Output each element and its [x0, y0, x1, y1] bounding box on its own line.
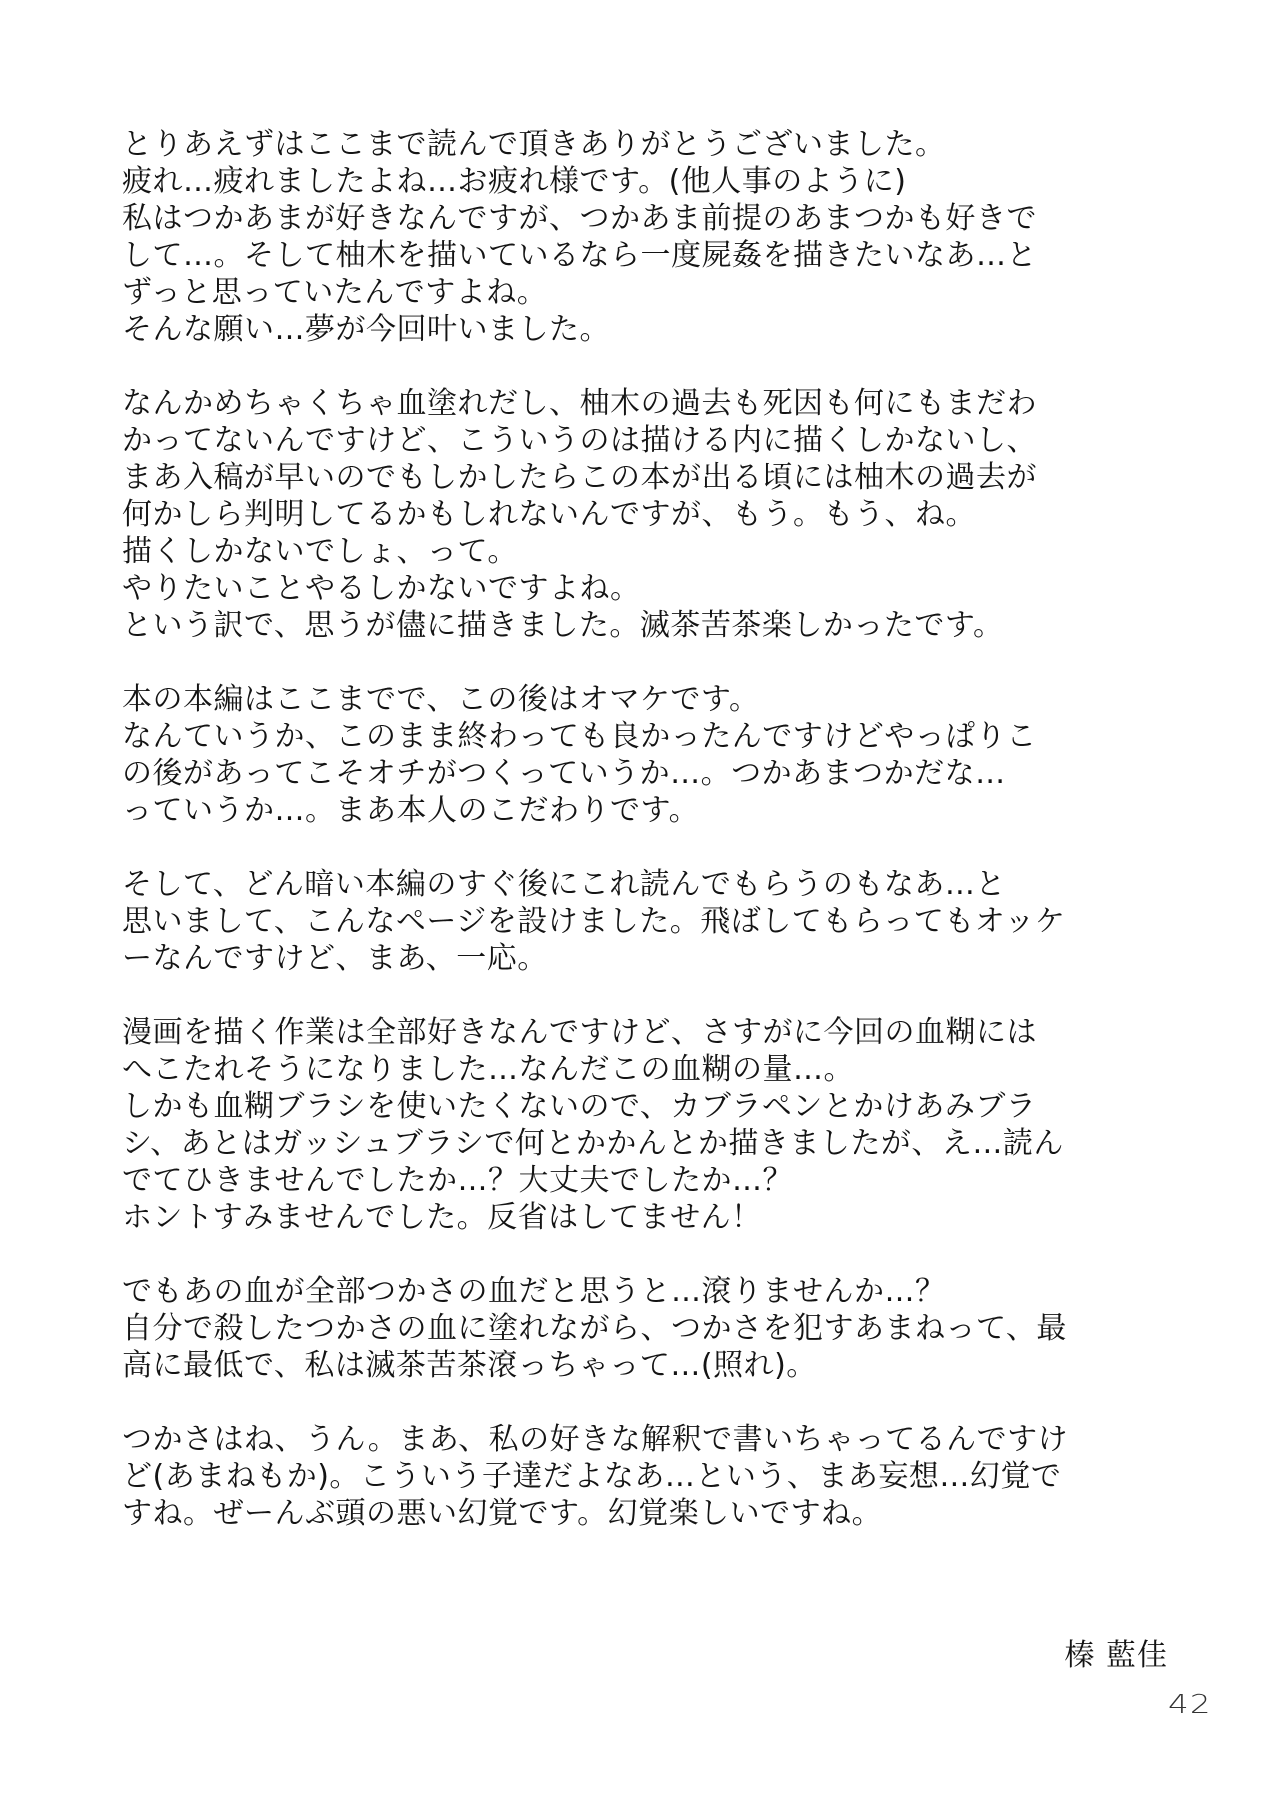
- afterword-text: [122, 126, 1182, 1569]
- text-line: かってないんですけど、こういうのは描ける内に描くしかないし、: [122, 423, 1037, 458]
- text-line: なんかめちゃくちゃ血塗れだし、柚木の過去も死因も何にもまだわ: [122, 386, 1037, 421]
- text-line: 描くしかないでしょ、って。: [122, 534, 518, 569]
- author-signature: 榛 藍佳: [1064, 1638, 1168, 1673]
- text-line: っていうか…。まあ本人のこだわりです。: [122, 793, 700, 828]
- paragraph-4: [122, 866, 1182, 977]
- text-line: ホントすみませんでした。反省はしてません！: [122, 1200, 762, 1235]
- paragraph-5: [122, 1014, 1182, 1236]
- text-line: 疲れ…疲れましたよね…お疲れ様です。(他人事のように): [122, 164, 907, 199]
- text-line: 本の本編はここまでで、この後はオマケです。: [122, 682, 760, 717]
- text-line: して…。そして柚木を描いているなら一度屍姦を描きたいなあ…と: [122, 238, 1037, 273]
- text-line: とりあえずはここまで読んで頂きありがとうございました。: [122, 127, 946, 162]
- text-line: つかさはね、うん。まあ、私の好きな解釈で書いちゃってるんですけ: [122, 1422, 1069, 1457]
- text-line: そんな願い…夢が今回叶いました。: [122, 312, 610, 347]
- text-line: ど(あまねもか)。こういう子達だよなあ…という、まあ妄想…幻覚で: [122, 1459, 1062, 1494]
- text-line: 何かしら判明してるかもしれないんですが、もう。もう、ね。: [122, 497, 976, 532]
- text-line: 思いまして、こんなページを設けました。飛ばしてもらってもオッケ: [122, 904, 1066, 939]
- paragraph-3: [122, 681, 1182, 829]
- text-line: しかも血糊ブラシを使いたくないので、カブラペンとかけあみブラ: [122, 1089, 1037, 1124]
- text-line: ーなんですけど、まあ、一応。: [122, 941, 548, 976]
- text-line: なんていうか、このまま終わっても良かったんですけどやっぱりこ: [122, 719, 1037, 754]
- text-line: そして、どん暗い本編のすぐ後にこれ読んでもらうのもなあ…と: [122, 867, 1006, 902]
- text-line: の後があってこそオチがつくっていうか…。つかあまつかだな…: [122, 756, 1006, 791]
- text-line: ずっと思っていたんですよね。: [122, 275, 548, 310]
- text-line: へこたれそうになりました…なんだこの血糊の量…。: [122, 1052, 854, 1087]
- paragraph-7: [122, 1421, 1182, 1532]
- text-line: 私はつかあまが好きなんですが、つかあま前提のあまつかも好きで: [122, 201, 1037, 236]
- text-line: まあ入稿が早いのでもしかしたらこの本が出る頃には柚木の過去が: [122, 460, 1037, 495]
- text-line: という訳で、思うが儘に描きました。滅茶苦茶楽しかったです。: [122, 608, 1004, 643]
- page-number: 42: [1168, 1690, 1212, 1720]
- text-line: やりたいことやるしかないですよね。: [122, 571, 641, 606]
- text-line: 自分で殺したつかさの血に塗れながら、つかさを犯すあまねって、最: [122, 1311, 1067, 1346]
- text-line: でもあの血が全部つかさの血だと思うと…滾りませんか…？: [122, 1274, 946, 1309]
- paragraph-2: [122, 385, 1182, 644]
- text-line: 漫画を描く作業は全部好きなんですけど、さすがに今回の血糊には: [122, 1015, 1037, 1050]
- text-line: シ、あとはガッシュブラシで何とかかんとか描きましたが、え…読ん: [122, 1126, 1064, 1161]
- paragraph-1: [122, 126, 1182, 348]
- text-line: すね。ぜーんぶ頭の悪い幻覚です。幻覚楽しいですね。: [122, 1496, 883, 1531]
- text-line: でてひきませんでしたか…？大丈夫でしたか…？: [122, 1163, 793, 1198]
- text-line: 高に最低で、私は滅茶苦茶滾っちゃって…(照れ)。: [122, 1348, 817, 1383]
- paragraph-6: [122, 1273, 1182, 1384]
